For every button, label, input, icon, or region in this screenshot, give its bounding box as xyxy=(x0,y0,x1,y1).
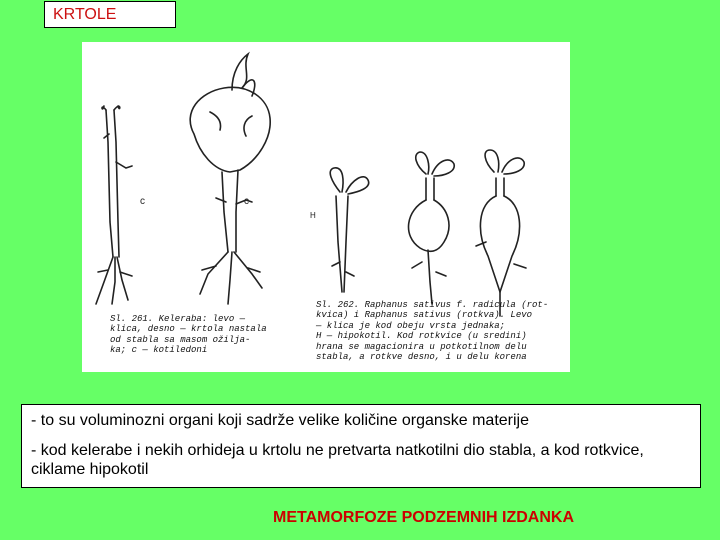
figure-caption-261: Sl. 261. Kelerаba: levo — klica, desno — krtola nastala od stabla sa masom ožilja- ka; c — kotiledoni xyxy=(110,314,267,356)
bullet-point-2: - kod kelerabe i nekih orhideja u krtolu ne pretvarta natkotilni dio stabla, a kod rotkvice, ciklame hipokotil xyxy=(31,442,644,478)
label-h: H xyxy=(310,211,316,220)
label-c-right: c xyxy=(244,196,249,207)
label-c-left: c xyxy=(140,196,145,207)
slide-title: KRTOLE xyxy=(44,1,176,28)
large-radish-drawing xyxy=(476,150,526,316)
figure-caption-262: Sl. 262. Raphanus sativus f. radicula (rot- kvica) i Raphanus sativus (rotkva). Levo — klica je kod obeju vrsta jednaka; H — hipokotil. Kod rotkvice (u sredini) hrana se magacionira u potkotilnom delu stabla, a rotkve desno, i u delu korena xyxy=(316,300,549,363)
bullet-point-1: - to su voluminozni organi koji sadrže velike količine organske materije xyxy=(31,412,530,429)
description-box xyxy=(21,404,701,488)
slide-footer: METAMORFOZE PODZEMNIH IZDANKA xyxy=(273,509,575,526)
small-radish-drawing xyxy=(409,152,455,304)
kohlrabi-tuber-drawing xyxy=(190,54,270,304)
kohlrabi-seedling-drawing xyxy=(96,106,132,304)
botanical-figure xyxy=(82,42,570,372)
radish-seedling-drawing xyxy=(330,168,368,292)
